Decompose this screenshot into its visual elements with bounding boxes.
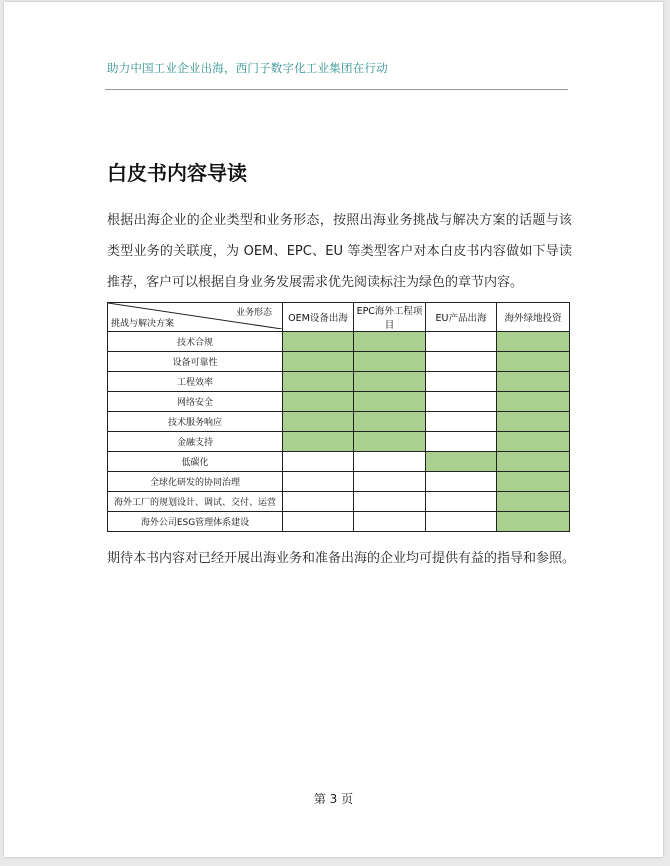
intro-paragraph: 根据出海企业的企业类型和业务形态，按照出海业务挑战与解决方案的话题与该类型业务的关联度，为 OEM、EPC、EU 等类型客户对本白皮书内容做如下导读推荐，客户可以根据自身业务发展需求优先阅读标注为绿色的章节内容。: [107, 213, 572, 290]
highlighted-cell: [497, 492, 570, 512]
table-row: [108, 352, 570, 372]
highlighted-cell: [354, 332, 426, 352]
empty-cell: [426, 392, 497, 412]
highlighted-cell: [426, 452, 497, 472]
page-number: 第 3 页: [313, 792, 354, 806]
highlighted-cell: [497, 352, 570, 372]
column-header-oem: OEM设备出海: [283, 303, 354, 332]
empty-cell: [426, 372, 497, 392]
empty-cell: [426, 352, 497, 372]
highlighted-cell: [283, 352, 354, 372]
row-label: 海外公司ESG管理体系建设: [108, 512, 283, 532]
empty-cell: [283, 492, 354, 512]
section-title: 白皮书内容导读: [107, 161, 247, 185]
highlighted-cell: [354, 412, 426, 432]
empty-cell: [426, 412, 497, 432]
column-header-epc: EPC海外工程项目: [354, 303, 426, 332]
document-page: [4, 2, 663, 857]
empty-cell: [426, 512, 497, 532]
highlighted-cell: [354, 432, 426, 452]
row-label: 网络安全: [108, 392, 283, 412]
empty-cell: [354, 492, 426, 512]
table-row: [108, 432, 570, 452]
highlighted-cell: [497, 432, 570, 452]
corner-label-business-form: 业务形态: [235, 308, 272, 318]
column-header-eu: EU产品出海: [426, 303, 497, 332]
table-row: [108, 392, 570, 412]
row-label: 技术服务响应: [108, 412, 283, 432]
empty-cell: [283, 472, 354, 492]
empty-cell: [426, 472, 497, 492]
empty-cell: [283, 512, 354, 532]
table-row: [108, 332, 570, 352]
highlighted-cell: [497, 412, 570, 432]
highlighted-cell: [497, 452, 570, 472]
table-row: [108, 512, 570, 532]
empty-cell: [426, 432, 497, 452]
empty-cell: [426, 332, 497, 352]
highlighted-cell: [354, 372, 426, 392]
highlighted-cell: [283, 332, 354, 352]
table-row: [108, 372, 570, 392]
table-row: [108, 472, 570, 492]
row-label: 技术合规: [108, 332, 283, 352]
highlighted-cell: [497, 372, 570, 392]
table-header-row: [108, 303, 570, 332]
highlighted-cell: [497, 512, 570, 532]
highlighted-cell: [283, 432, 354, 452]
closing-paragraph: 期待本书内容对已经开展出海业务和准备出海的企业均可提供有益的指导和参照。: [107, 551, 576, 566]
highlighted-cell: [283, 372, 354, 392]
table-row: [108, 412, 570, 432]
highlighted-cell: [354, 392, 426, 412]
table-row: [108, 452, 570, 472]
highlighted-cell: [283, 412, 354, 432]
table-row: [108, 492, 570, 512]
empty-cell: [283, 452, 354, 472]
table-corner-cell: [108, 303, 283, 332]
row-label: 低碳化: [108, 452, 283, 472]
highlighted-cell: [283, 392, 354, 412]
empty-cell: [426, 492, 497, 512]
column-header-greenfield: 海外绿地投资: [497, 303, 570, 332]
highlighted-cell: [497, 472, 570, 492]
row-label: 金融支持: [108, 432, 283, 452]
running-header: 助力中国工业企业出海，西门子数字化工业集团在行动: [107, 61, 388, 75]
row-label: 设备可靠性: [108, 352, 283, 372]
highlighted-cell: [497, 392, 570, 412]
empty-cell: [354, 512, 426, 532]
reading-guide-table: [107, 302, 570, 532]
header-divider: [105, 89, 568, 90]
empty-cell: [354, 452, 426, 472]
highlighted-cell: [497, 332, 570, 352]
empty-cell: [354, 472, 426, 492]
corner-label-challenges: 挑战与解决方案: [111, 319, 175, 329]
row-label: 工程效率: [108, 372, 283, 392]
row-label: 全球化研发的协同治理: [108, 472, 283, 492]
row-label: 海外工厂的规划设计、调试、交付、运营: [108, 492, 283, 512]
highlighted-cell: [354, 352, 426, 372]
